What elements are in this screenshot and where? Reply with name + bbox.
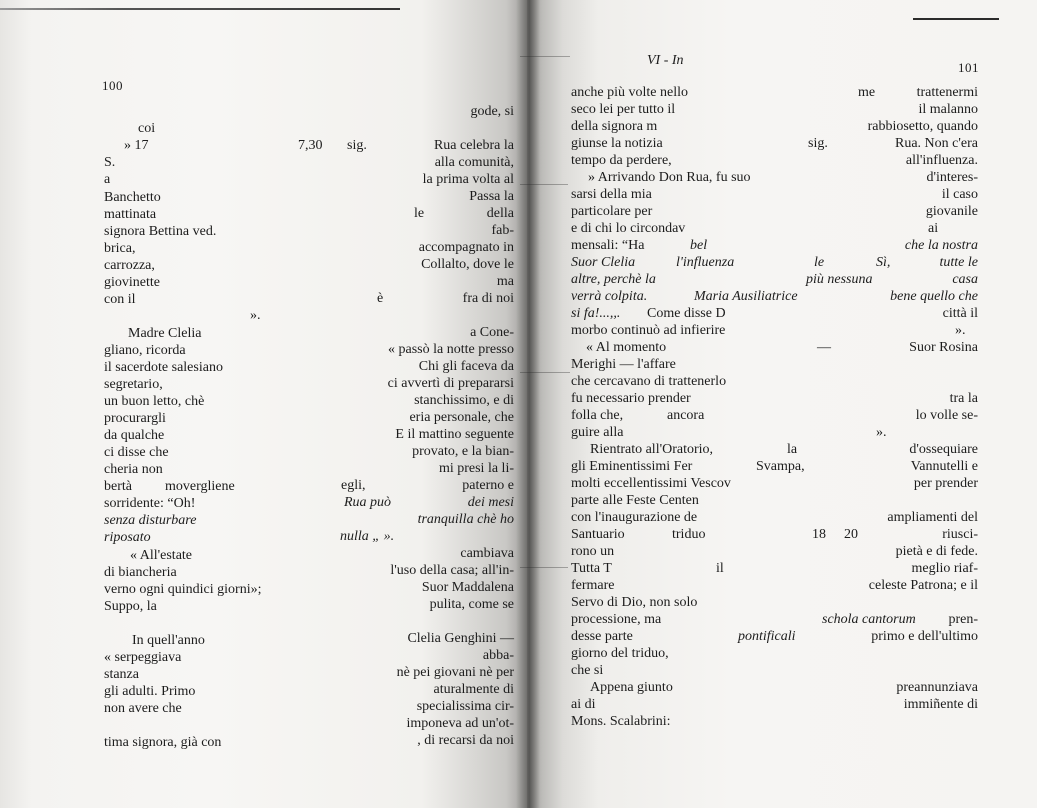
- text-line: gli Eminentissimi Fer: [571, 459, 693, 474]
- text-line: Collalto, dove le: [421, 257, 514, 272]
- text-line: verno ogni quindici giorni»;: [104, 582, 262, 597]
- text-line: non avere che: [104, 701, 182, 716]
- text-line: cambiava: [460, 546, 514, 561]
- text-line: tranquilla chè ho: [417, 512, 514, 527]
- text-line: paterno e: [462, 478, 514, 493]
- text-line: d'interes-: [926, 170, 978, 185]
- text-line: « serpeggiava: [104, 650, 182, 665]
- text-line: rabbiosetto, quando: [867, 119, 978, 134]
- text-line: riposato: [104, 530, 151, 545]
- right-page-number: 101: [958, 60, 979, 75]
- text-line: preannunziava: [896, 680, 978, 695]
- text-line: nè pei giovani nè per: [396, 665, 514, 680]
- text-line: il malanno: [918, 102, 978, 117]
- text-line: mattinata: [104, 207, 157, 222]
- text-line: pontificali: [738, 629, 796, 644]
- text-line: meglio riaf-: [911, 561, 978, 576]
- text-line: bene quello che: [890, 289, 978, 304]
- text-line: Rientrato all'Oratorio,: [590, 442, 714, 457]
- text-line: guire alla: [571, 425, 624, 440]
- text-line: mensali: “Ha: [571, 238, 645, 253]
- text-line: Clelia Genghini —: [407, 631, 514, 646]
- text-line: ».: [876, 425, 887, 440]
- text-line: « Al momento: [586, 340, 667, 355]
- text-line: ma: [496, 274, 514, 289]
- text-line: molti eccellentissimi Vescov: [571, 476, 731, 491]
- text-line: ci avvertì di prepararsi: [387, 376, 514, 391]
- text-line: Mons. Scalabrini:: [571, 714, 671, 729]
- text-line: e di chi lo circondav: [571, 221, 686, 236]
- text-line: Maria Ausiliatrice: [694, 289, 798, 304]
- text-fragment: —: [817, 340, 831, 355]
- text-fragment: 7,30: [298, 138, 323, 153]
- text-line: Passa la: [469, 189, 514, 204]
- text-line: specialissima cir-: [416, 699, 514, 714]
- text-line: Sì,: [876, 255, 891, 270]
- text-line: è: [377, 291, 384, 306]
- text-line: gliano, ricorda: [104, 343, 186, 358]
- book-gutter: [516, 0, 540, 808]
- text-line: pren-: [948, 612, 978, 627]
- text-line: Rua può: [344, 495, 392, 510]
- text-line: brica,: [104, 241, 136, 256]
- text-line: stanza: [104, 667, 139, 682]
- text-line: tra la: [949, 391, 978, 406]
- text-line: senza disturbare: [104, 513, 197, 528]
- text-line: di biancheria: [104, 565, 177, 580]
- text-line: Suor Rosina: [909, 340, 978, 355]
- text-line: eria personale, che: [409, 410, 514, 425]
- text-line: celeste Patrona; e il: [868, 578, 978, 593]
- text-line: l'influenza: [676, 255, 735, 270]
- text-fragment: le: [814, 255, 825, 270]
- running-head: VI - In: [647, 53, 684, 68]
- text-line: particolare per: [571, 204, 653, 219]
- text-line: Merighi — l'affare: [571, 357, 676, 372]
- text-line: anche più volte nello: [571, 85, 689, 100]
- text-line: Madre Clelia: [128, 326, 202, 341]
- text-line: giovinette: [104, 275, 160, 290]
- text-line: il sacerdote salesiano: [104, 360, 223, 375]
- gutter-rule: [520, 567, 568, 568]
- text-line: mi presi la li-: [438, 461, 514, 476]
- text-line: « All'estate: [130, 548, 193, 563]
- text-line: sorridente: “Oh!: [104, 496, 196, 511]
- text-line: gode, si: [470, 104, 514, 119]
- text-line: della: [486, 206, 514, 221]
- text-line: il: [716, 561, 724, 576]
- text-fragment: sig.: [347, 138, 367, 153]
- text-line: ampliamenti del: [887, 510, 978, 525]
- text-line: pietà e di fede.: [895, 544, 978, 559]
- text-line: aturalmente di: [433, 682, 514, 697]
- gutter-rule: [520, 372, 570, 373]
- text-line: alla comunità,: [434, 155, 514, 170]
- text-line: « passò la notte presso: [388, 342, 514, 357]
- text-line: Servo di Dio, non solo: [571, 595, 698, 610]
- text-line: fra di noi: [462, 291, 514, 306]
- text-line: cheria non: [104, 462, 163, 477]
- text-line: la prima volta al: [422, 172, 514, 187]
- text-fragment: più nessuna: [806, 272, 873, 287]
- text-line: fu necessario prender: [571, 391, 691, 406]
- text-line: Appena giunto: [590, 680, 673, 695]
- text-line: dei mesi: [467, 495, 514, 510]
- text-line: verrà colpita.: [571, 289, 648, 304]
- text-line: nulla „ ».: [340, 529, 395, 544]
- text-line: che si: [571, 663, 604, 678]
- text-line: stanchissimo, e di: [414, 393, 514, 408]
- text-line: il caso: [941, 187, 978, 202]
- text-line: un buon letto, chè: [104, 394, 205, 409]
- text-line: abba-: [482, 648, 514, 663]
- text-line: all'influenza.: [905, 153, 978, 168]
- text-line: Suor Clelia: [571, 255, 636, 270]
- text-fragment: sig.: [808, 136, 828, 151]
- text-line: folla che,: [571, 408, 624, 423]
- text-line: bertà: [104, 479, 132, 494]
- text-line: primo e dell'ultimo: [871, 629, 978, 644]
- text-line: schola cantorum: [822, 612, 916, 627]
- text-line: bel: [690, 238, 708, 253]
- text-line: le: [414, 206, 425, 221]
- text-line: segretario,: [104, 377, 163, 392]
- text-fragment: 18: [812, 527, 826, 542]
- text-line: desse parte: [571, 629, 633, 644]
- text-line: egli,: [341, 478, 366, 493]
- text-line: città il: [942, 306, 978, 321]
- text-line: triduo: [672, 527, 706, 542]
- text-line: Banchetto: [104, 190, 161, 205]
- text-line: ai: [928, 221, 939, 236]
- text-line: l'uso della casa; all'in-: [390, 563, 514, 578]
- text-line: ai di: [571, 697, 596, 712]
- text-line: In quell'anno: [132, 633, 205, 648]
- text-line: Rua. Non c'era: [895, 136, 978, 151]
- text-line: Suor Maddalena: [421, 580, 514, 595]
- text-line: gli adulti. Primo: [104, 684, 196, 699]
- text-line: , di recarsi da noi: [417, 733, 514, 748]
- text-line: tutte le: [939, 255, 978, 270]
- text-line: E il mattino seguente: [395, 427, 514, 442]
- text-line: trattenermi: [916, 85, 978, 100]
- text-line: Tutta T: [571, 561, 612, 576]
- text-line: Santuario: [571, 527, 625, 542]
- text-line: lo volle se-: [915, 408, 978, 423]
- text-line: che la nostra: [904, 238, 978, 253]
- text-line: » Arrivando Don Rua, fu suo: [588, 170, 751, 185]
- text-line: Rua celebra la: [433, 138, 514, 153]
- text-fragment: 20: [844, 527, 858, 542]
- gutter-rule: [520, 56, 570, 57]
- text-line: Vannutelli e: [910, 459, 978, 474]
- text-line: S.: [104, 155, 116, 170]
- text-line: tima signora, già con: [104, 735, 222, 750]
- text-line: fermare: [571, 578, 615, 593]
- text-line: con l'inaugurazione de: [571, 510, 698, 525]
- text-line: Chi gli faceva da: [418, 359, 514, 374]
- text-line: riusci-: [942, 527, 978, 542]
- text-line: me: [858, 85, 876, 100]
- text-line: accompagnato in: [418, 240, 514, 255]
- text-line: ancora: [667, 408, 705, 423]
- text-line: processione, ma: [571, 612, 662, 627]
- text-line: a Cone-: [470, 325, 514, 340]
- gutter-rule: [520, 184, 568, 185]
- text-line: pulita, come se: [429, 597, 514, 612]
- text-line: seco lei per tutto il: [571, 102, 676, 117]
- text-line: si fa!...,,.: [571, 306, 621, 321]
- text-line: coi: [138, 121, 156, 136]
- text-line: Suppo, la: [104, 599, 157, 614]
- text-line: carrozza,: [104, 258, 155, 273]
- text-fragment: ».: [250, 308, 261, 323]
- text-line: a: [104, 172, 111, 187]
- text-line: ci disse che: [104, 445, 169, 460]
- text-line: giunse la notizia: [571, 136, 663, 151]
- text-line: sarsi della mia: [571, 187, 652, 202]
- text-line: ».: [955, 323, 966, 338]
- text-line: da qualche: [104, 428, 165, 443]
- text-line: rono un: [571, 544, 615, 559]
- text-line: procurargli: [104, 411, 166, 426]
- top-rule-right: [913, 18, 999, 20]
- text-line: casa: [952, 272, 978, 287]
- top-rule-left: [0, 8, 400, 10]
- text-line: altre, perchè la: [571, 272, 656, 287]
- text-line: che cercavano di trattenerlo: [571, 374, 727, 389]
- text-line: provato, e la bian-: [412, 444, 514, 459]
- text-line: Svampa,: [756, 459, 805, 474]
- text-line: Come disse D: [647, 306, 726, 321]
- text-line: parte alle Feste Centen: [571, 493, 699, 508]
- text-line: la: [787, 442, 798, 457]
- text-line: imponeva ad un'ot-: [406, 716, 514, 731]
- text-line: per prender: [913, 476, 978, 491]
- text-line: immiñente di: [903, 697, 978, 712]
- text-line: movergliene: [165, 479, 235, 494]
- text-line: fab-: [491, 223, 514, 238]
- text-line: morbo continuò ad infierire: [571, 323, 726, 338]
- left-page-number: 100: [102, 78, 123, 93]
- text-line: tempo da perdere,: [571, 153, 672, 168]
- text-line: della signora m: [571, 119, 658, 134]
- text-line: con il: [104, 292, 136, 307]
- text-line: giorno del triduo,: [571, 646, 669, 661]
- text-line: » 17: [124, 138, 149, 153]
- text-line: d'ossequiare: [909, 442, 978, 457]
- text-line: signora Bettina ved.: [104, 224, 217, 239]
- text-line: giovanile: [925, 204, 978, 219]
